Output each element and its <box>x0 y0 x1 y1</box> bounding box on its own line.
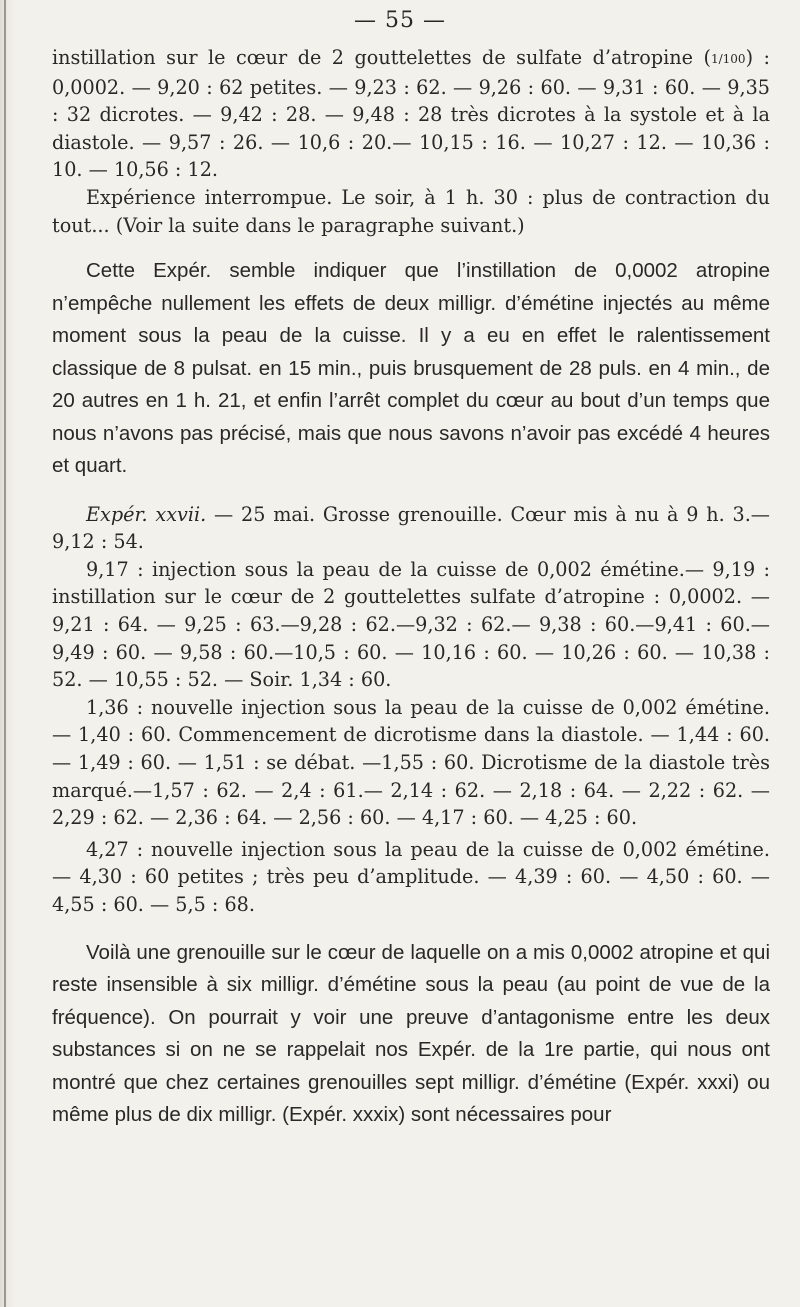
paragraph-third-injection: 4,27 : nouvelle injection sous la peau de la cuisse de 0,002 émétine. — 4,30 : 60 petites ; très peu d’amplitude. — 4,39 : 60. — 4,50 : 60. — 4,55 : 60. — 5,5 : 68. <box>52 837 770 916</box>
binding-edge <box>4 0 6 1307</box>
paragraph-text-part: instillation sur le cœur de 2 gouttelettes de sulfate d’atropine ( <box>52 46 711 69</box>
dose-fraction: 1/100 <box>710 52 746 66</box>
paragraph-experiment-header <box>52 501 770 556</box>
experiment-label: Expér. xxvii. <box>86 502 207 526</box>
paragraph-first-injection: 9,17 : injection sous la peau de la cuisse de 0,002 émétine.— 9,19 : instillation sur le cœur de 2 gouttelettes sulfate d’atropine : 0,0002. — 9,21 : 64. — 9,25 : 63.—9,28 : 62.—9,32 : 62.— 9,38 : 60.—9,41 : 60.—9,49 : 60. — 9,58 : 60.—10,5 : 60. — 10,16 : 60. — 10,26 : 60. — 10,38 : 52. — 10,55 : 52. — Soir. 1,34 : 60. <box>52 557 770 692</box>
paragraph-instillation-log <box>52 44 770 184</box>
paragraph-commentary: Cette Expér. semble indiquer que l’instillation de 0,0002 atropine n’empêche nullement les effets de deux milligr. d’émétine injectés au même moment sous la peau de la cuisse. Il y a eu en effet le ralentissement classique de 8 pulsat. en 15 min., puis brusquement de 28 puls. en 4 min., de 20 autres en 1 h. 21, et enfin l’arrêt complet du cœur au bout d’un temps que nous n’avons pas précisé, mais que nous savons n’avoir pas excédé 4 heures et quart. <box>52 259 770 478</box>
paragraph-experiment-interrupted: Expérience interrompue. Le soir, à 1 h. 30 : plus de contraction du tout... (Voir la suite dans le paragraphe suivant.) <box>52 185 770 237</box>
paragraph-conclusion: Voilà une grenouille sur le cœur de laquelle on a mis 0,0002 atropine et qui reste insensible à six milligr. d’émétine sous la peau (au point de vue de la fréquence). On pourrait y voir une preuve d’antagonisme entre les deux substances si on ne se rappelait nos Expér. de la 1re partie, qui nous ont montré que chez certaines grenouilles sept milligr. d’émétine (Expér. xxxi) ou même plus de dix milligr. (Expér. xxxix) sont nécessaires pour <box>52 940 770 1127</box>
paragraph-second-injection: 1,36 : nouvelle injection sous la peau de la cuisse de 0,002 émétine. — 1,40 : 60. Commencement de dicrotisme dans la diastole. — 1,44 : 60. — 1,49 : 60. — 1,51 : se débat. —1,55 : 60. Dicrotisme de la diastole très marqué.—1,57 : 62. — 2,4 : 61.— 2,14 : 62. — 2,18 : 64. — 2,22 : 62. — 2,29 : 62. — 2,36 : 64. — 2,56 : 60. — 4,17 : 60. — 4,25 : 60. <box>52 695 770 830</box>
paragraph-text-part: ) : 0,0002. — 9,20 : 62 petites. — 9,23 : 62. — 9,26 : 60. — 9,31 : 60. — 9,35 : 32 dicrotes. — 9,42 : 28. — 9,48 : 28 très dicrotes à la systole et à la diastole. — 9,57 : 26. — 10,6 : 20.— 10,15 : 16. — 10,27 : 12. — 10,36 : 10. — 10,56 : 12. <box>52 46 770 182</box>
paragraph-text-part: — 25 mai. Grosse grenouille. Cœur mis à nu à 9 h. 3.— 9,12 : 54. <box>52 502 770 554</box>
page-number: — 55 — <box>354 8 446 33</box>
page-body <box>52 44 770 1132</box>
